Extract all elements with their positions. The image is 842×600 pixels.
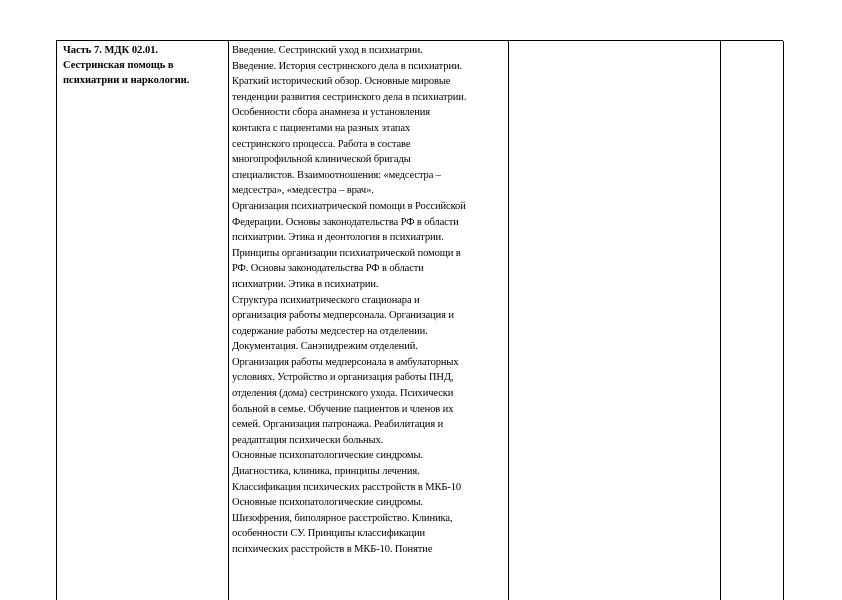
topic-line: тенденции развития сестринского дела в психиатрии.: [232, 91, 467, 103]
curriculum-table: [56, 40, 783, 600]
topic-line: Организация работы медперсонала в амбулаторных: [232, 356, 459, 368]
topic-line: особенности СУ. Принципы классификации: [232, 528, 425, 540]
section-title: [57, 41, 228, 88]
topics-text: [229, 41, 508, 558]
topic-line: семей. Организация патронажа. Реабилитация и: [232, 419, 444, 431]
topic-line: психиатрии. Этика в психиатрии.: [232, 278, 379, 290]
topic-line: сестринского процесса. Работа в составе: [232, 138, 411, 150]
topic-line: Основные психопатологические синдромы.: [232, 450, 423, 462]
topic-line: Особенности сбора анамнеза и установления: [232, 107, 431, 119]
topic-line: Диагностика, клиника, принципы лечения.: [232, 466, 420, 478]
topic-line: содержание работы медсестер на отделении.: [232, 325, 428, 337]
topic-line: организация работы медперсонала. Организация и: [232, 310, 454, 322]
topic-line: Шизофрения, биполярное расстройство. Клиника,: [232, 512, 453, 524]
empty-cell-level: [721, 41, 784, 600]
topic-line: психических расстройств в МКБ-10. Понятие: [232, 544, 433, 555]
topic-line: Организация психиатрической помощи в Российской: [232, 200, 466, 212]
topic-line: Краткий исторический обзор. Основные мировые: [232, 76, 451, 88]
section-title-cell: [57, 41, 229, 600]
topic-line: специалистов. Взаимоотношения: «медсестра –: [232, 169, 441, 181]
topic-line: РФ. Основы законодательства РФ в области: [232, 263, 424, 275]
section-title-line: Сестринская помощь в: [63, 60, 174, 71]
topic-line: психиатрии. Этика и деонтология в психиатрии.: [232, 232, 444, 244]
topics-cell: [229, 41, 509, 600]
section-title-line: психиатрии и наркологии.: [63, 75, 190, 86]
topic-line: отделения (дома) сестринского ухода. Психически: [232, 388, 454, 400]
section-title-line: Часть 7. МДК 02.01.: [63, 45, 159, 56]
topic-line: больной в семье. Обучение пациентов и членов их: [232, 403, 454, 415]
topic-line: Введение. Сестринский уход в психиатрии.: [232, 45, 423, 56]
topic-line: Структура психиатрического стационара и: [232, 294, 420, 306]
topic-line: медсестра», «медсестра – врач».: [232, 185, 374, 197]
topic-line: многопрофильной клинической бригады: [232, 154, 411, 166]
topic-line: контакта с пациентами на разных этапах: [232, 122, 411, 134]
topic-line: Классификация психических расстройств в МКБ-10: [232, 481, 462, 493]
topic-line: реадаптация психически больных.: [232, 434, 384, 446]
topic-line: Документация. Санэпидрежим отделений.: [232, 341, 418, 353]
topic-line: Основные психопатологические синдромы.: [232, 497, 423, 509]
empty-cell-hours: [509, 41, 721, 600]
topic-line: Федерации. Основы законодательства РФ в области: [232, 216, 459, 228]
topic-line: Принципы организации психиатрической помощи в: [232, 247, 461, 259]
topic-line: условиях. Устройство и организация работы ПНД,: [232, 372, 454, 384]
topic-line: Введение. История сестринского дела в психиатрии.: [232, 60, 463, 72]
